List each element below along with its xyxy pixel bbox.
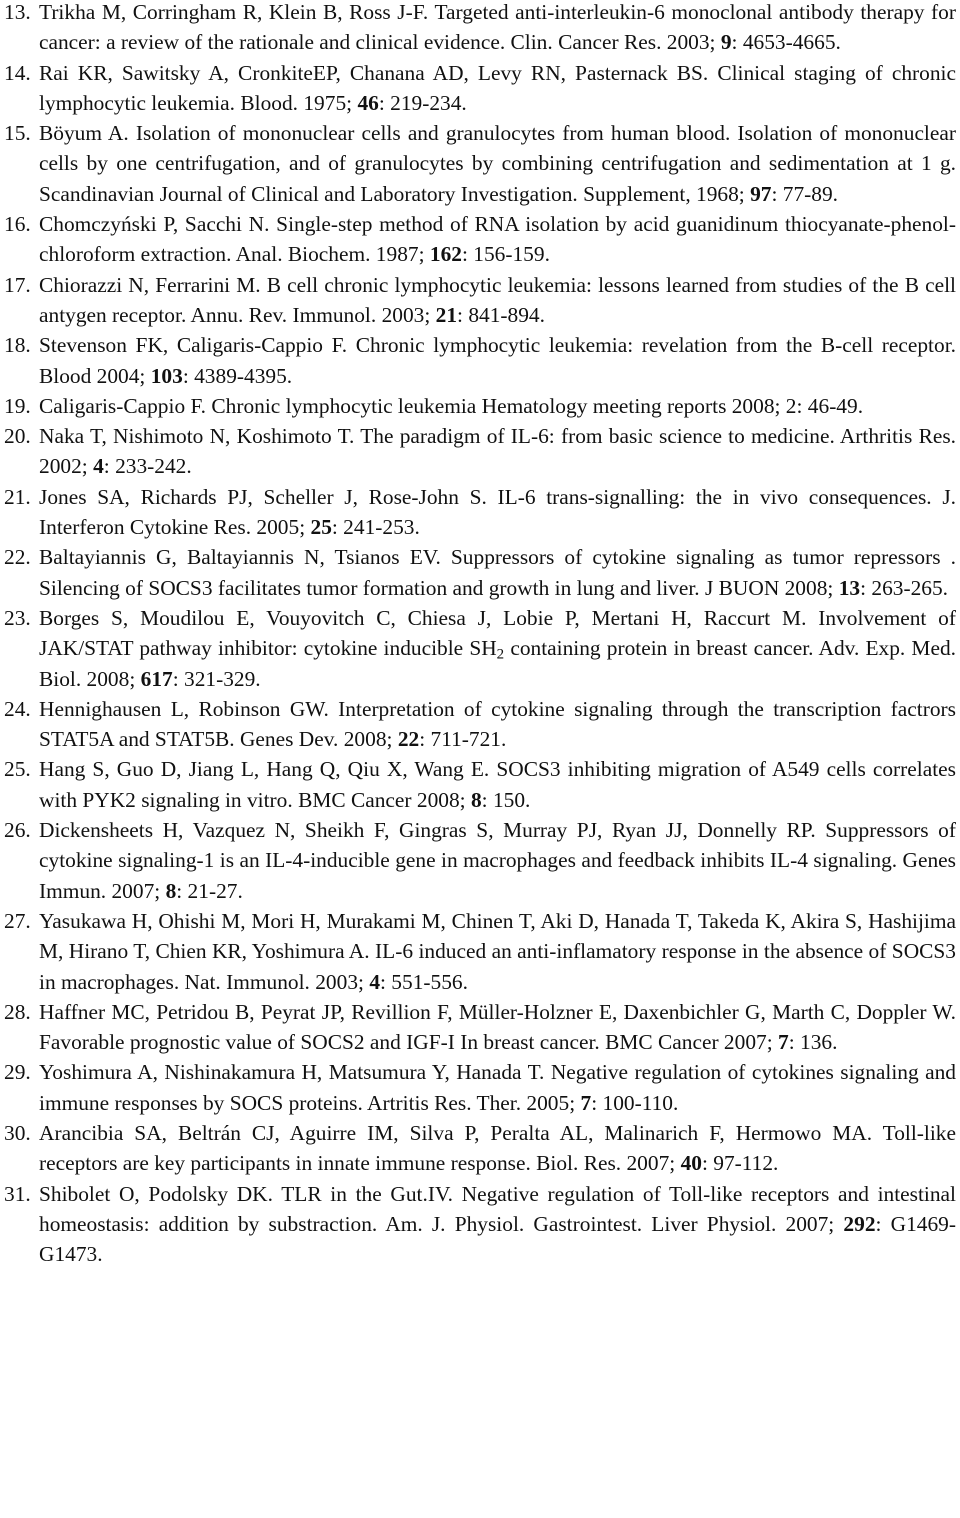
reference-citation: Haffner MC, Petridou B, Peyrat JP, Revillion F, Müller-Holzner E, Daxenbichler G, Marth C, Doppler W. Favorable prognostic value of SOCS2 and IGF-I In breast cancer. BMC Cancer 2007; [39, 999, 956, 1055]
reference-volume: 4 [369, 969, 381, 994]
reference-volume: 13 [838, 575, 861, 600]
reference-citation: Yasukawa H, Ohishi M, Mori H, Murakami M, Chinen T, Aki D, Hanada T, Takeda K, Akira S, Hashijima M, Hirano T, Chien KR, Yoshimura A. IL-6 induced an anti-inflamatory response in the absence of SOCS3 in macrophages. Nat. Immunol. 2003; [39, 908, 956, 994]
reference-volume: 617 [140, 666, 173, 691]
reference-number: 27. [4, 908, 31, 933]
reference-number: 17. [4, 272, 31, 297]
reference-pages: : 321-329. [172, 666, 261, 691]
reference-citation: Chomczyński P, Sacchi N. Single-step method of RNA isolation by acid guanidinum thiocyanate-phenol-chloroform extraction. Anal. Biochem. 1987; [39, 212, 956, 267]
reference-citation: Stevenson FK, Caligaris-Cappio F. Chronic lymphocytic leukemia: revelation from the B-cell receptor. Blood 2004; [39, 333, 956, 388]
reference-volume: 46 [357, 90, 379, 115]
reference-text [39, 818, 956, 903]
reference-number: 24. [4, 696, 31, 721]
reference-number: 16. [4, 212, 31, 237]
reference-volume: 22 [397, 727, 420, 752]
reference-pages: : 97-112. [701, 1151, 779, 1176]
reference-volume: 40 [680, 1151, 702, 1176]
reference-volume: 25 [310, 515, 332, 540]
reference-volume: 9 [720, 30, 732, 55]
reference-citation: Trikha M, Corringham R, Klein B, Ross J-F. Targeted anti-interleukin-6 monoclonal antibody therapy for cancer: a review of the rationale and clinical evidence. Clin. Cancer Res. 2003; [39, 0, 956, 55]
reference-citation: Yoshimura A, Nishinakamura H, Matsumura Y, Hanada T. Negative regulation of cytokines signaling and immune responses by SOCS proteins. Artritis Res. Ther. 2005; [39, 1060, 956, 1115]
reference-subscript: 2 [496, 646, 505, 663]
reference-volume: 8 [165, 878, 177, 903]
reference-pages: : 150. [481, 787, 531, 812]
reference-volume: 7 [778, 1030, 789, 1055]
reference-number: 29. [4, 1060, 31, 1085]
reference-number: 23. [4, 605, 31, 630]
reference-item [4, 1118, 956, 1179]
reference-number: 22. [4, 545, 31, 570]
reference-pages: : 711-721. [419, 727, 507, 752]
reference-text [39, 1000, 956, 1054]
reference-citation: Naka T, Nishimoto N, Koshimoto T. The paradigm of IL-6: from basic science to medicine. Arthritis Res. 2002; [39, 424, 956, 479]
reference-number: 18. [4, 333, 31, 358]
reference-pages: : 77-89. [771, 181, 839, 206]
reference-volume: 7 [580, 1090, 592, 1115]
reference-pages: : G1469-G1473. [39, 1211, 956, 1267]
reference-text [39, 757, 956, 811]
reference-pages: : 241-253. [331, 515, 420, 540]
reference-number: 14. [4, 60, 31, 85]
reference-item [4, 0, 956, 58]
reference-volume: 21 [435, 302, 458, 327]
reference-text [39, 394, 863, 418]
reference-text [39, 909, 956, 994]
reference-text [39, 1182, 956, 1267]
reference-volume: 4 [93, 454, 104, 479]
reference-citation: Hang S, Guo D, Jiang L, Hang Q, Qiu X, Wang E. SOCS3 inhibiting migration of A549 cells correlates with PYK2 signaling in vitro. BMC Cancer 2008; [39, 757, 956, 812]
reference-pages: : 263-265. [860, 575, 949, 600]
reference-citation: Rai KR, Sawitsky A, CronkiteEP, Chanana AD, Levy RN, Pasternack BS. Clinical staging of chronic lymphocytic leukemia. Blood. 1975; [39, 60, 956, 115]
reference-number: 15. [4, 121, 31, 146]
reference-item [4, 270, 956, 331]
reference-number: 26. [4, 818, 31, 843]
reference-item [4, 997, 956, 1058]
reference-text [39, 545, 956, 599]
reference-item [4, 118, 956, 209]
reference-item [4, 694, 956, 755]
reference-pages: : 136. [788, 1030, 838, 1055]
reference-number: 31. [4, 1181, 31, 1206]
reference-number: 25. [4, 757, 31, 782]
reference-text [39, 333, 956, 387]
reference-citation: Böyum A. Isolation of mononuclear cells and granulocytes from human blood. Isolation of mononuclear cells by one centrifugation, and of granulocytes by combining centrifugation and sedimentation at 1 g. Scandinavian Journal of Clinical and Laboratory Investigation. Supplement, 1968; [39, 121, 956, 206]
reference-volume: 103 [150, 363, 183, 388]
reference-pages: : 233-242. [103, 454, 192, 479]
reference-item [4, 330, 956, 391]
reference-item [4, 209, 956, 270]
reference-text [39, 273, 956, 327]
reference-number: 19. [4, 393, 31, 418]
reference-item [4, 603, 956, 694]
reference-pages: : 841-894. [457, 302, 545, 327]
reference-pages: : 100-110. [591, 1090, 679, 1115]
reference-text [39, 485, 956, 539]
reference-item [4, 1057, 956, 1118]
reference-number: 28. [4, 999, 31, 1024]
reference-pages: : 551-556. [380, 969, 468, 994]
reference-volume: 8 [470, 787, 482, 812]
reference-citation: Dickensheets H, Vazquez N, Sheikh F, Gingras S, Murray PJ, Ryan JJ, Donnelly RP. Suppressors of cytokine signaling-1 is an IL-4-inducible gene in macrophages and feedback inhibits IL-4 signaling. Genes Immun. 2007; [39, 818, 956, 903]
reference-text [39, 1121, 956, 1175]
reference-number: 20. [4, 424, 31, 449]
reference-pages: : 4653-4665. [731, 30, 841, 55]
reference-list [4, 0, 956, 1269]
reference-text [39, 606, 956, 691]
reference-pages: : 219-234. [378, 90, 467, 115]
reference-number: 13. [4, 0, 31, 24]
reference-citation: Arancibia SA, Beltrán CJ, Aguirre IM, Silva P, Peralta AL, Malinarich F, Hermowo MA. Toll-like receptors are key participants in innate immune response. Biol. Res. 2007; [39, 1120, 956, 1176]
reference-item [4, 421, 956, 482]
reference-citation: Hennighausen L, Robinson GW. Interpretation of cytokine signaling through the transcription factrors STAT5A and STAT5B. Genes Dev. 2008; [39, 696, 956, 752]
reference-item [4, 58, 956, 119]
reference-item [4, 482, 956, 543]
reference-item [4, 1179, 956, 1270]
reference-pages: : 21-27. [176, 878, 243, 903]
reference-pages: : 156-159. [461, 242, 550, 267]
reference-item [4, 815, 956, 906]
reference-citation: Chiorazzi N, Ferrarini M. B cell chronic lymphocytic leukemia: lessons learned from studies of the B cell antygen receptor. Annu. Rev. Immunol. 2003; [39, 272, 956, 327]
reference-text [39, 0, 956, 54]
reference-text [39, 1060, 956, 1114]
reference-volume: 97 [750, 181, 772, 206]
reference-item [4, 906, 956, 997]
reference-citation: Borges S, Moudilou E, Vouyovitch C, Chiesa J, Lobie P, Mertani H, Raccurt M. Involvement of JAK/STAT pathway inhibitor: cytokine inducible SH [39, 605, 956, 661]
reference-text [39, 121, 956, 206]
reference-item [4, 391, 956, 421]
reference-text [39, 212, 956, 266]
reference-number: 21. [4, 484, 31, 509]
reference-citation-continued: containing protein in breast cancer. Adv. Exp. Med. Biol. 2008; [39, 636, 956, 691]
reference-volume: 162 [429, 242, 462, 267]
reference-text [39, 424, 956, 478]
reference-text [39, 61, 956, 115]
reference-citation: Baltayiannis G, Baltayiannis N, Tsianos EV. Suppressors of cytokine signaling as tumor repressors . Silencing of SOCS3 facilitates tumor formation and growth in lung and liver. J BUON 2008; [39, 545, 956, 600]
reference-number: 30. [4, 1120, 31, 1145]
reference-item [4, 754, 956, 815]
reference-item [4, 542, 956, 603]
reference-text [39, 697, 956, 751]
reference-pages: : 4389-4395. [182, 363, 293, 388]
reference-citation: Shibolet O, Podolsky DK. TLR in the Gut.IV. Negative regulation of Toll-like receptors and intestinal homeostasis: addition by substraction. Am. J. Physiol. Gastrointest. Liver Physiol. 2007; [39, 1181, 956, 1236]
reference-citation: Jones SA, Richards PJ, Scheller J, Rose-John S. IL-6 trans-signalling: the in vivo consequences. J. Interferon Cytokine Res. 2005; [39, 484, 956, 540]
reference-citation: Caligaris-Cappio F. Chronic lymphocytic leukemia Hematology meeting reports 2008; 2: 46-49. [39, 393, 864, 418]
reference-volume: 292 [843, 1211, 876, 1236]
